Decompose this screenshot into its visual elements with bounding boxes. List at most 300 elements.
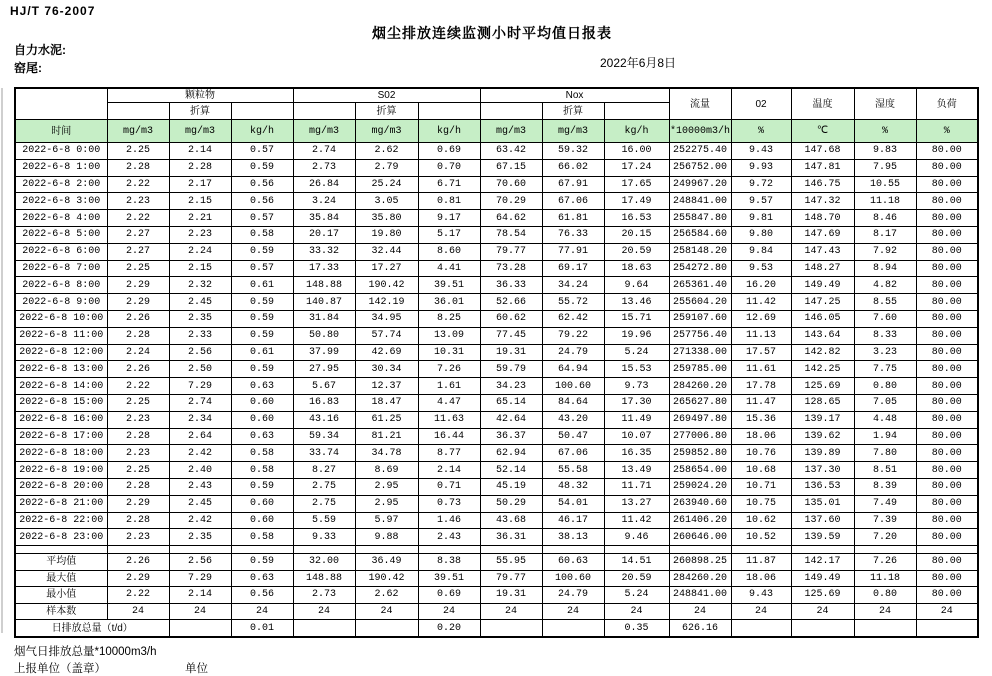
header-particulate: 颗粒物 (107, 88, 293, 103)
value-cell: 73.28 (480, 260, 542, 277)
value-cell: 2.45 (169, 294, 231, 311)
value-cell: 13.27 (604, 495, 669, 512)
empty-cell (916, 546, 978, 554)
daily-total-value-cell (169, 620, 231, 638)
value-cell: 36.31 (480, 529, 542, 546)
value-cell: 9.81 (731, 210, 791, 227)
table-row (15, 445, 978, 462)
value-cell: 261406.20 (669, 512, 731, 529)
value-cell: 146.75 (791, 176, 854, 193)
value-cell: 0.60 (231, 394, 293, 411)
time-cell: 2022-6-8 19:00 (15, 462, 107, 479)
page-title: 烟尘排放连续监测小时平均值日报表 (372, 25, 612, 41)
daily-total-value-cell (731, 620, 791, 638)
time-cell: 2022-6-8 6:00 (15, 243, 107, 260)
value-cell: 260646.00 (669, 529, 731, 546)
value-cell: 0.60 (231, 411, 293, 428)
summary-value-cell: 24 (542, 603, 604, 620)
value-cell: 259852.80 (669, 445, 731, 462)
unit-cell: mg/m3 (107, 120, 169, 143)
value-cell: 61.25 (355, 411, 418, 428)
value-cell: 271338.00 (669, 344, 731, 361)
value-cell: 67.91 (542, 176, 604, 193)
value-cell: 284260.20 (669, 378, 731, 395)
value-cell: 142.82 (791, 344, 854, 361)
value-cell: 20.17 (293, 226, 355, 243)
time-cell: 2022-6-8 21:00 (15, 495, 107, 512)
empty-cell (731, 546, 791, 554)
time-cell: 2022-6-8 7:00 (15, 260, 107, 277)
summary-row (15, 587, 978, 604)
summary-value-cell: 24 (854, 603, 916, 620)
value-cell: 62.42 (542, 310, 604, 327)
unit-cell: % (854, 120, 916, 143)
table-row (15, 428, 978, 445)
value-cell: 8.25 (418, 310, 480, 327)
summary-value-cell: 2.56 (169, 554, 231, 571)
value-cell: 149.49 (791, 277, 854, 294)
value-cell: 2.29 (107, 495, 169, 512)
value-cell: 2.29 (107, 277, 169, 294)
value-cell: 6.71 (418, 176, 480, 193)
empty-cell (15, 546, 107, 554)
summary-value-cell: 80.00 (916, 554, 978, 571)
value-cell: 10.62 (731, 512, 791, 529)
time-cell: 2022-6-8 23:00 (15, 529, 107, 546)
time-cell: 2022-6-8 3:00 (15, 193, 107, 210)
value-cell: 9.17 (418, 210, 480, 227)
time-cell: 2022-6-8 5:00 (15, 226, 107, 243)
value-cell: 2.26 (107, 361, 169, 378)
summary-value-cell: 2.26 (107, 554, 169, 571)
value-cell: 147.68 (791, 143, 854, 160)
standard-code: HJ/T 76-2007 (10, 4, 96, 18)
value-cell: 80.00 (916, 478, 978, 495)
summary-value-cell: 5.24 (604, 587, 669, 604)
summary-value-cell: 284260.20 (669, 570, 731, 587)
value-cell: 3.05 (355, 193, 418, 210)
value-cell: 0.81 (418, 193, 480, 210)
value-cell: 76.33 (542, 226, 604, 243)
value-cell: 50.29 (480, 495, 542, 512)
time-cell: 2022-6-8 12:00 (15, 344, 107, 361)
value-cell: 80.00 (916, 260, 978, 277)
value-cell: 15.53 (604, 361, 669, 378)
value-cell: 62.94 (480, 445, 542, 462)
time-cell: 2022-6-8 1:00 (15, 159, 107, 176)
value-cell: 2.62 (355, 143, 418, 160)
value-cell: 35.80 (355, 210, 418, 227)
value-cell: 2.28 (107, 327, 169, 344)
value-cell: 0.69 (418, 143, 480, 160)
summary-value-cell: 24 (604, 603, 669, 620)
unit-cell: kg/h (418, 120, 480, 143)
value-cell: 15.36 (731, 411, 791, 428)
value-cell: 17.24 (604, 159, 669, 176)
value-cell: 0.58 (231, 529, 293, 546)
value-cell: 2.42 (169, 512, 231, 529)
value-cell: 46.17 (542, 512, 604, 529)
table-row (15, 495, 978, 512)
value-cell: 258654.00 (669, 462, 731, 479)
value-cell: 255604.20 (669, 294, 731, 311)
unit-cell: mg/m3 (542, 120, 604, 143)
header-particulate-converted: 折算 (169, 103, 231, 120)
value-cell: 17.65 (604, 176, 669, 193)
value-cell: 26.84 (293, 176, 355, 193)
time-cell: 2022-6-8 13:00 (15, 361, 107, 378)
summary-value-cell: 2.22 (107, 587, 169, 604)
header-cell-empty (107, 103, 169, 120)
value-cell: 8.55 (854, 294, 916, 311)
value-cell: 137.60 (791, 512, 854, 529)
value-cell: 8.51 (854, 462, 916, 479)
value-cell: 5.59 (293, 512, 355, 529)
value-cell: 16.53 (604, 210, 669, 227)
daily-total-label: 日排放总量（t/d） (15, 620, 169, 638)
value-cell: 18.06 (731, 428, 791, 445)
value-cell: 5.17 (418, 226, 480, 243)
value-cell: 81.21 (355, 428, 418, 445)
value-cell: 2.25 (107, 462, 169, 479)
value-cell: 0.73 (418, 495, 480, 512)
summary-value-cell: 11.87 (731, 554, 791, 571)
value-cell: 57.74 (355, 327, 418, 344)
value-cell: 0.59 (231, 478, 293, 495)
summary-value-cell: 18.06 (731, 570, 791, 587)
time-cell: 2022-6-8 17:00 (15, 428, 107, 445)
value-cell: 17.78 (731, 378, 791, 395)
unit-cell-flow: *10000m3/h (669, 120, 731, 143)
value-cell: 147.81 (791, 159, 854, 176)
header-cell-empty (480, 103, 542, 120)
value-cell: 140.87 (293, 294, 355, 311)
value-cell: 52.66 (480, 294, 542, 311)
value-cell: 125.69 (791, 378, 854, 395)
value-cell: 17.27 (355, 260, 418, 277)
value-cell: 80.00 (916, 277, 978, 294)
value-cell: 265361.40 (669, 277, 731, 294)
value-cell: 8.69 (355, 462, 418, 479)
table-row (15, 243, 978, 260)
value-cell: 2.50 (169, 361, 231, 378)
summary-value-cell: 2.73 (293, 587, 355, 604)
empty-cell (231, 546, 293, 554)
value-cell: 8.27 (293, 462, 355, 479)
value-cell: 139.59 (791, 529, 854, 546)
value-cell: 10.07 (604, 428, 669, 445)
value-cell: 2.95 (355, 495, 418, 512)
table-row (15, 226, 978, 243)
empty-cell (854, 546, 916, 554)
value-cell: 10.31 (418, 344, 480, 361)
summary-value-cell: 24 (480, 603, 542, 620)
value-cell: 80.00 (916, 378, 978, 395)
value-cell: 50.47 (542, 428, 604, 445)
unit-cell: % (916, 120, 978, 143)
value-cell: 3.24 (293, 193, 355, 210)
time-cell: 2022-6-8 8:00 (15, 277, 107, 294)
daily-total-value-cell (854, 620, 916, 638)
value-cell: 7.05 (854, 394, 916, 411)
value-cell: 7.20 (854, 529, 916, 546)
value-cell: 11.63 (418, 411, 480, 428)
summary-label: 样本数 (15, 603, 107, 620)
value-cell: 7.39 (854, 512, 916, 529)
summary-row (15, 570, 978, 587)
value-cell: 2.17 (169, 176, 231, 193)
value-cell: 42.69 (355, 344, 418, 361)
value-cell: 10.68 (731, 462, 791, 479)
summary-value-cell: 2.62 (355, 587, 418, 604)
unit-cell: mg/m3 (169, 120, 231, 143)
value-cell: 36.33 (480, 277, 542, 294)
value-cell: 80.00 (916, 193, 978, 210)
value-cell: 80.00 (916, 344, 978, 361)
value-cell: 36.01 (418, 294, 480, 311)
value-cell: 80.00 (916, 411, 978, 428)
value-cell: 142.19 (355, 294, 418, 311)
value-cell: 190.42 (355, 277, 418, 294)
daily-total-value-cell: 0.35 (604, 620, 669, 638)
value-cell: 80.00 (916, 159, 978, 176)
table-row (15, 159, 978, 176)
value-cell: 8.77 (418, 445, 480, 462)
value-cell: 13.09 (418, 327, 480, 344)
value-cell: 12.69 (731, 310, 791, 327)
summary-value-cell: 24 (169, 603, 231, 620)
value-cell: 0.80 (854, 378, 916, 395)
spacer-row (15, 546, 978, 554)
value-cell: 8.17 (854, 226, 916, 243)
value-cell: 19.31 (480, 344, 542, 361)
value-cell: 43.20 (542, 411, 604, 428)
value-cell: 9.80 (731, 226, 791, 243)
value-cell: 18.47 (355, 394, 418, 411)
footer-flue-total: 烟气日排放总量*10000m3/h (14, 646, 157, 658)
value-cell: 66.02 (542, 159, 604, 176)
summary-value-cell: 60.63 (542, 554, 604, 571)
header-cell-empty (231, 103, 293, 120)
page-edge-line (1, 88, 3, 633)
header-cell-empty (604, 103, 669, 120)
table-row (15, 143, 978, 160)
summary-value-cell: 24 (418, 603, 480, 620)
value-cell: 59.32 (542, 143, 604, 160)
value-cell: 59.79 (480, 361, 542, 378)
summary-label: 平均值 (15, 554, 107, 571)
summary-value-cell: 9.43 (731, 587, 791, 604)
value-cell: 8.60 (418, 243, 480, 260)
value-cell: 2.26 (107, 310, 169, 327)
empty-cell (418, 546, 480, 554)
value-cell: 27.95 (293, 361, 355, 378)
value-cell: 257756.40 (669, 327, 731, 344)
value-cell: 70.60 (480, 176, 542, 193)
value-cell: 0.71 (418, 478, 480, 495)
report-date: 2022年6月8日 (600, 56, 677, 70)
time-cell: 2022-6-8 11:00 (15, 327, 107, 344)
summary-value-cell: 20.59 (604, 570, 669, 587)
value-cell: 11.49 (604, 411, 669, 428)
value-cell: 4.82 (854, 277, 916, 294)
table-row (15, 478, 978, 495)
time-cell: 2022-6-8 15:00 (15, 394, 107, 411)
value-cell: 80.00 (916, 462, 978, 479)
value-cell: 137.30 (791, 462, 854, 479)
table-row (15, 210, 978, 227)
value-cell: 2.28 (107, 478, 169, 495)
summary-value-cell: 0.80 (854, 587, 916, 604)
value-cell: 67.06 (542, 193, 604, 210)
value-cell: 2.28 (107, 159, 169, 176)
value-cell: 80.00 (916, 310, 978, 327)
summary-value-cell: 2.14 (169, 587, 231, 604)
value-cell: 0.59 (231, 159, 293, 176)
value-cell: 7.29 (169, 378, 231, 395)
value-cell: 16.83 (293, 394, 355, 411)
value-cell: 33.32 (293, 243, 355, 260)
summary-value-cell: 8.38 (418, 554, 480, 571)
value-cell: 25.24 (355, 176, 418, 193)
empty-cell (791, 546, 854, 554)
value-cell: 45.19 (480, 478, 542, 495)
value-cell: 61.81 (542, 210, 604, 227)
value-cell: 2.23 (107, 445, 169, 462)
summary-value-cell: 14.51 (604, 554, 669, 571)
daily-total-value-cell: 0.20 (418, 620, 480, 638)
value-cell: 9.57 (731, 193, 791, 210)
daily-total-value-cell (791, 620, 854, 638)
value-cell: 2.23 (107, 529, 169, 546)
value-cell: 269497.80 (669, 411, 731, 428)
value-cell: 0.57 (231, 210, 293, 227)
value-cell: 17.30 (604, 394, 669, 411)
value-cell: 9.88 (355, 529, 418, 546)
value-cell: 2.14 (169, 143, 231, 160)
value-cell: 0.60 (231, 495, 293, 512)
value-cell: 2.23 (107, 411, 169, 428)
value-cell: 80.00 (916, 445, 978, 462)
header-temperature: 温度 (791, 88, 854, 120)
value-cell: 19.80 (355, 226, 418, 243)
value-cell: 17.33 (293, 260, 355, 277)
value-cell: 11.13 (731, 327, 791, 344)
summary-value-cell: 149.49 (791, 570, 854, 587)
value-cell: 80.00 (916, 361, 978, 378)
header-nox-converted: 折算 (542, 103, 604, 120)
value-cell: 7.75 (854, 361, 916, 378)
value-cell: 67.15 (480, 159, 542, 176)
value-cell: 2.21 (169, 210, 231, 227)
value-cell: 36.37 (480, 428, 542, 445)
value-cell: 9.33 (293, 529, 355, 546)
summary-value-cell: 80.00 (916, 587, 978, 604)
value-cell: 48.32 (542, 478, 604, 495)
daily-total-row (15, 620, 978, 638)
value-cell: 128.65 (791, 394, 854, 411)
summary-value-cell: 36.49 (355, 554, 418, 571)
time-header: 时间 (15, 120, 107, 143)
value-cell: 64.62 (480, 210, 542, 227)
value-cell: 11.42 (731, 294, 791, 311)
summary-value-cell: 125.69 (791, 587, 854, 604)
value-cell: 2.43 (169, 478, 231, 495)
value-cell: 9.83 (854, 143, 916, 160)
value-cell: 148.88 (293, 277, 355, 294)
value-cell: 2.33 (169, 327, 231, 344)
value-cell: 147.32 (791, 193, 854, 210)
summary-value-cell: 55.95 (480, 554, 542, 571)
table-row (15, 277, 978, 294)
value-cell: 32.44 (355, 243, 418, 260)
table-row (15, 462, 978, 479)
empty-cell (355, 546, 418, 554)
value-cell: 20.15 (604, 226, 669, 243)
table-row (15, 361, 978, 378)
value-cell: 64.94 (542, 361, 604, 378)
value-cell: 139.17 (791, 411, 854, 428)
value-cell: 2.42 (169, 445, 231, 462)
value-cell: 0.60 (231, 512, 293, 529)
value-cell: 12.37 (355, 378, 418, 395)
header-so2-converted: 折算 (355, 103, 418, 120)
value-cell: 80.00 (916, 226, 978, 243)
value-cell: 10.76 (731, 445, 791, 462)
summary-row (15, 603, 978, 620)
value-cell: 259107.60 (669, 310, 731, 327)
summary-value-cell: 0.63 (231, 570, 293, 587)
value-cell: 2.40 (169, 462, 231, 479)
value-cell: 11.71 (604, 478, 669, 495)
value-cell: 79.22 (542, 327, 604, 344)
summary-value-cell: 0.59 (231, 554, 293, 571)
value-cell: 13.49 (604, 462, 669, 479)
table-row (15, 378, 978, 395)
value-cell: 80.00 (916, 512, 978, 529)
value-cell: 0.59 (231, 310, 293, 327)
summary-value-cell: 248841.00 (669, 587, 731, 604)
summary-value-cell: 0.69 (418, 587, 480, 604)
table-row (15, 260, 978, 277)
value-cell: 2.24 (169, 243, 231, 260)
summary-value-cell: 24 (107, 603, 169, 620)
value-cell: 33.74 (293, 445, 355, 462)
value-cell: 148.27 (791, 260, 854, 277)
daily-total-value-cell (542, 620, 604, 638)
time-cell: 2022-6-8 9:00 (15, 294, 107, 311)
summary-value-cell: 0.56 (231, 587, 293, 604)
value-cell: 5.24 (604, 344, 669, 361)
value-cell: 18.63 (604, 260, 669, 277)
value-cell: 0.57 (231, 260, 293, 277)
value-cell: 2.35 (169, 529, 231, 546)
value-cell: 54.01 (542, 495, 604, 512)
value-cell: 5.67 (293, 378, 355, 395)
value-cell: 136.53 (791, 478, 854, 495)
header-load: 负荷 (916, 88, 978, 120)
value-cell: 2.22 (107, 378, 169, 395)
value-cell: 80.00 (916, 495, 978, 512)
empty-cell (107, 546, 169, 554)
summary-value-cell: 260898.25 (669, 554, 731, 571)
value-cell: 34.78 (355, 445, 418, 462)
summary-value-cell: 32.00 (293, 554, 355, 571)
value-cell: 2.14 (418, 462, 480, 479)
value-cell: 69.17 (542, 260, 604, 277)
report-table (14, 87, 979, 638)
summary-value-cell: 190.42 (355, 570, 418, 587)
